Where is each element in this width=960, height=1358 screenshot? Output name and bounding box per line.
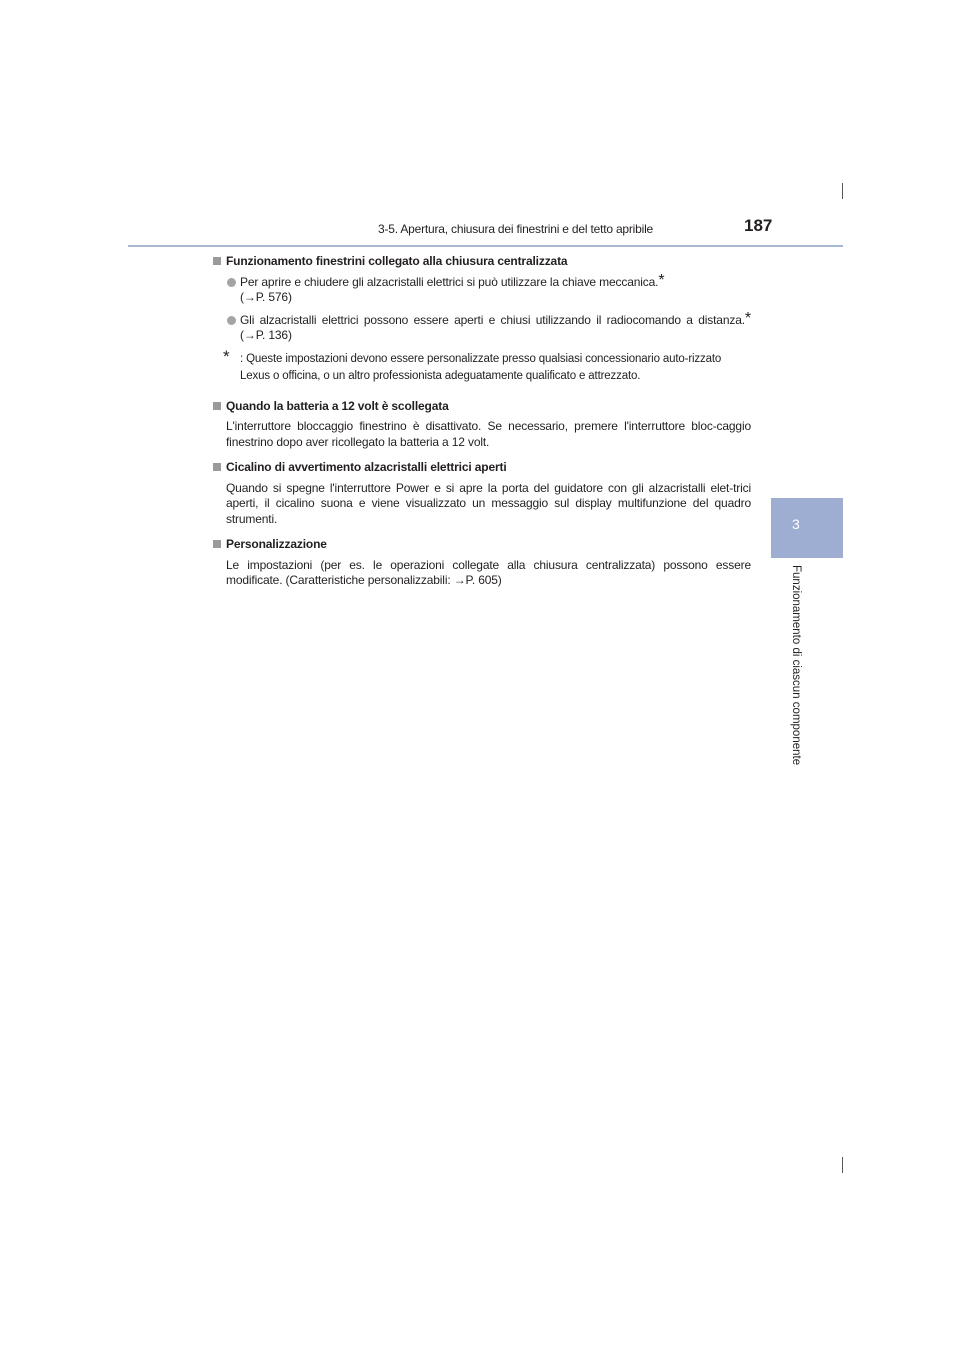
running-header: 3-5. Apertura, chiusura dei finestrini e del tetto apribile <box>378 222 654 236</box>
square-bullet-icon <box>213 463 221 471</box>
square-bullet-icon <box>213 402 221 410</box>
section-body: L'interruttore bloccaggio finestrino è disattivato. Se necessario, premere l'interruttore bloc-caggio finestrino dopo aver ricollegato la batteria a 12 volt. <box>226 419 751 449</box>
bullet-text: Gli alzacristalli elettrici possono essere aperti e chiusi utilizzando il radiocomando a distanza. <box>240 312 745 327</box>
list-item <box>211 309 751 344</box>
header-rule <box>128 245 843 247</box>
footnote-asterisk: * <box>223 346 230 366</box>
section-heading: Cicalino di avvertimento alzacristalli elettrici aperti <box>211 460 751 476</box>
content <box>211 254 751 599</box>
section-heading: Personalizzazione <box>211 537 751 553</box>
crop-mark-bottom <box>842 1157 843 1173</box>
bullet-text: Per aprire e chiudere gli alzacristalli elettrici si può utilizzare la chiave meccanica. <box>240 274 659 289</box>
section-heading: Quando la batteria a 12 volt è scollegata <box>211 399 751 415</box>
chapter-number: 3 <box>792 516 800 532</box>
square-bullet-icon <box>213 540 221 548</box>
page-reference-link[interactable]: (→P. 136) <box>240 328 292 342</box>
chapter-tab[interactable] <box>771 498 843 558</box>
footnote <box>211 346 751 385</box>
asterisk-mark: * <box>658 271 665 289</box>
asterisk-mark: * <box>744 309 751 327</box>
section-body: Le impostazioni (per es. le operazioni collegate alla chiusura centralizzata) possono essere modificate. (Caratteristiche personalizzabili: →P. 605) <box>226 557 751 587</box>
chapter-title: Funzionamento di ciascun componente <box>790 565 802 766</box>
section-heading: Funzionamento finestrini collegato alla chiusura centralizzata <box>211 254 751 270</box>
circle-bullet-icon <box>227 278 236 287</box>
page-reference-link[interactable]: (→P. 576) <box>240 290 292 304</box>
page-number: 187 <box>744 216 773 235</box>
list-item <box>211 271 751 306</box>
crop-mark-top <box>842 183 843 199</box>
footnote-text: : Queste impostazioni devono essere personalizzate presso qualsiasi concessionario auto-rizzato Lexus o officina, o un altro professionista adeguatamente qualificato e attrezzato. <box>240 352 722 382</box>
section-customization <box>211 537 751 589</box>
section-central-locking <box>211 254 751 385</box>
section-battery-disconnected <box>211 399 751 451</box>
section-window-buzzer <box>211 460 751 527</box>
square-bullet-icon <box>213 257 221 265</box>
circle-bullet-icon <box>227 316 236 325</box>
section-body: Quando si spegne l'interruttore Power e si apre la porta del guidatore con gli alzacristalli elet-trici aperti, il cicalino suona e viene visualizzato un messaggio sul display multifunzione del quadro strumenti. <box>226 480 751 526</box>
